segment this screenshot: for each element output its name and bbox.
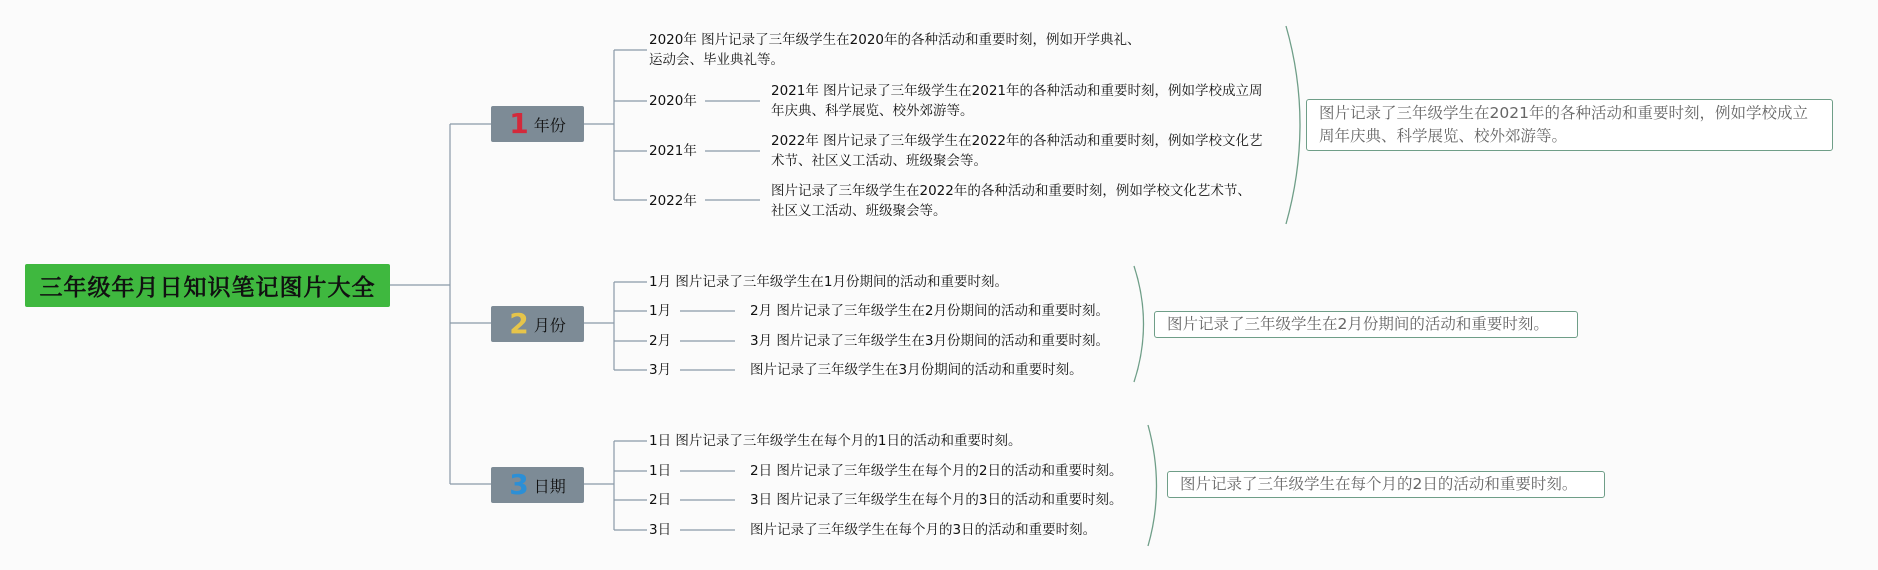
summary-months[interactable]: 图片记录了三年级学生在2月份期间的活动和重要时刻。: [1154, 311, 1578, 338]
summary-bracket-3: [1148, 425, 1157, 546]
branch-number-2: 2: [509, 307, 529, 340]
leaf-detail-day2[interactable]: 2日 图片记录了三年级学生在每个月的2日的活动和重要时刻。: [750, 463, 1123, 479]
leaf-lead-months[interactable]: 1月 图片记录了三年级学生在1月份期间的活动和重要时刻。: [649, 274, 1008, 290]
leaf-tag-day2[interactable]: 2日: [649, 492, 672, 508]
leaf-detail-2021[interactable]: 2021年 图片记录了三年级学生在2021年的各种活动和重要时刻，例如学校成立周 年庆典、科学展览、校外郊游等。: [771, 83, 1263, 119]
leaf-lead-days[interactable]: 1日 图片记录了三年级学生在每个月的1日的活动和重要时刻。: [649, 433, 1022, 449]
leaf-detail-mar-b[interactable]: 图片记录了三年级学生在3月份期间的活动和重要时刻。: [750, 362, 1083, 378]
summary-years[interactable]: 图片记录了三年级学生在2021年的各种活动和重要时刻，例如学校成立 周年庆典、科学展览、校外郊游等。: [1306, 99, 1833, 151]
leaf-detail-mar[interactable]: 3月 图片记录了三年级学生在3月份期间的活动和重要时刻。: [750, 333, 1109, 349]
leaf-tag-day3[interactable]: 3日: [649, 522, 672, 538]
leaf-tag-2020[interactable]: 2020年: [649, 93, 697, 109]
leaf-tag-feb[interactable]: 2月: [649, 333, 672, 349]
branch-months[interactable]: [491, 306, 584, 342]
branch-years[interactable]: [491, 106, 584, 142]
branch-label-months: 月份: [533, 315, 566, 335]
leaf-tag-2022[interactable]: 2022年: [649, 193, 697, 209]
leaf-tag-mar[interactable]: 3月: [649, 362, 672, 378]
leaf-detail-day3[interactable]: 3日 图片记录了三年级学生在每个月的3日的活动和重要时刻。: [750, 492, 1123, 508]
leaf-lead-years[interactable]: 2020年 图片记录了三年级学生在2020年的各种活动和重要时刻，例如开学典礼、 运动会、毕业典礼等。: [649, 32, 1141, 68]
leaf-tag-day1[interactable]: 1日: [649, 463, 672, 479]
leaf-tag-jan[interactable]: 1月: [649, 303, 672, 319]
leaf-detail-feb[interactable]: 2月 图片记录了三年级学生在2月份期间的活动和重要时刻。: [750, 303, 1109, 319]
branch-number-1: 1: [509, 107, 529, 140]
branch-days[interactable]: [491, 467, 584, 503]
branch-label-years: 年份: [533, 115, 566, 135]
leaf-detail-day3-b[interactable]: 图片记录了三年级学生在每个月的3日的活动和重要时刻。: [750, 522, 1097, 538]
root-topic[interactable]: [25, 264, 390, 307]
leaf-tag-2021[interactable]: 2021年: [649, 143, 697, 159]
branch-number-3: 3: [509, 468, 529, 501]
summary-days[interactable]: 图片记录了三年级学生在每个月的2日的活动和重要时刻。: [1167, 471, 1605, 498]
leaf-detail-2022-b[interactable]: 图片记录了三年级学生在2022年的各种活动和重要时刻，例如学校文化艺术节、 社区义工活动、班级聚会等。: [771, 183, 1251, 219]
summary-bracket-2: [1134, 266, 1144, 382]
root-title: 三年级年月日知识笔记图片大全: [39, 275, 376, 301]
summary-bracket-1: [1286, 26, 1300, 224]
branch-label-days: 日期: [533, 476, 566, 496]
leaf-detail-2022[interactable]: 2022年 图片记录了三年级学生在2022年的各种活动和重要时刻，例如学校文化艺 术节、社区义工活动、班级聚会等。: [771, 133, 1263, 169]
